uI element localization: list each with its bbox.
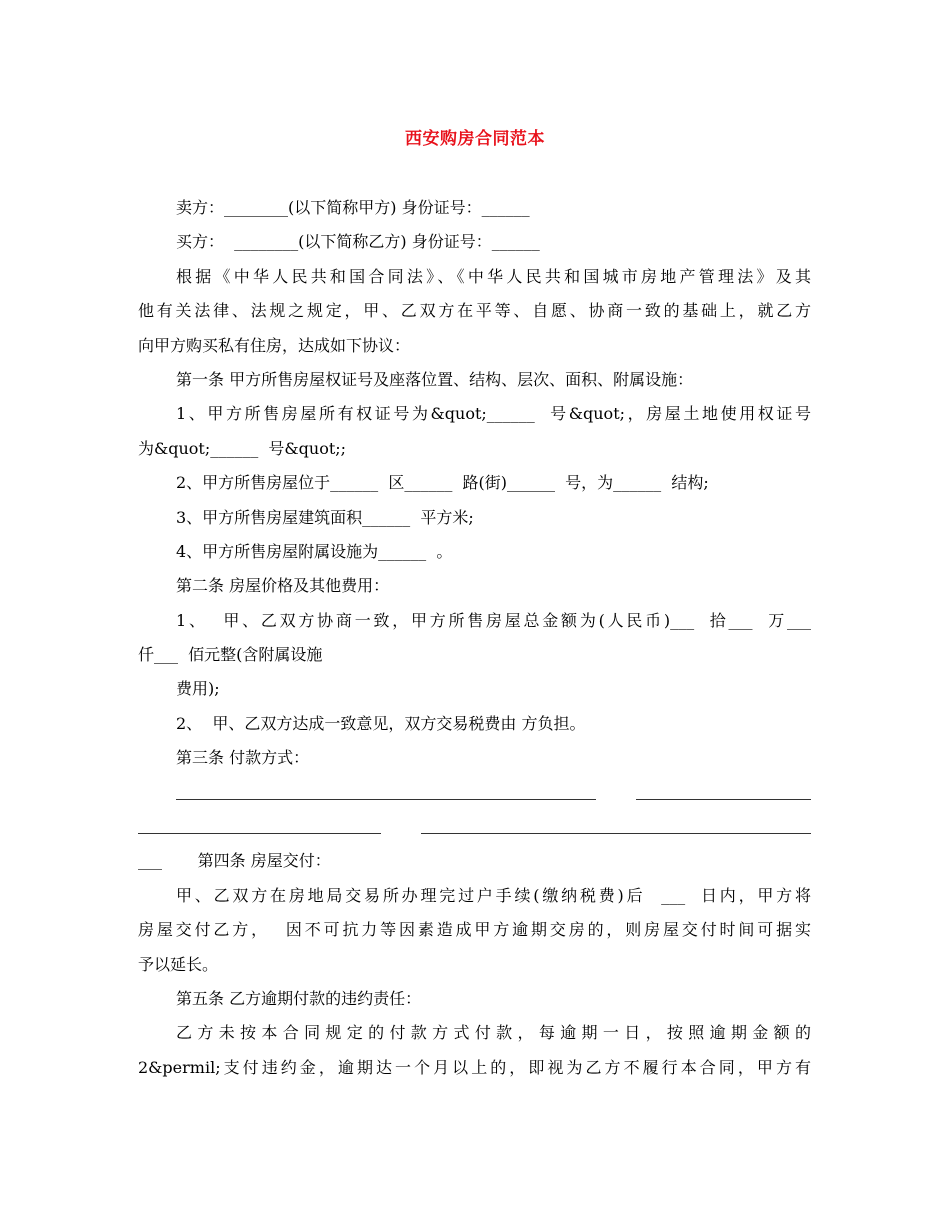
article-5-text-1: 乙方未按本合同规定的付款方式付款，每逾期一日，按照逾期金额的: [176, 1023, 811, 1043]
article-5-text-2: 2&permil;支付违约金，逾期达一个月以上的，即视为乙方不履行本合同，甲方有: [138, 1057, 811, 1077]
document-body: [138, 191, 811, 1085]
article-3-heading: 第三条 付款方式：: [176, 748, 310, 768]
payment-blank-row-1: [138, 776, 811, 810]
article-1-item-1: 1、甲方所售房屋所有权证号为&quot;______ 号&quot;，房屋土地使用权证号: [176, 404, 811, 424]
payment-blank-line: [421, 833, 811, 834]
article-1-item-2: 2、甲方所售房屋位于______ 区______ 路(街)______ 号，为______ 结构;: [176, 473, 709, 493]
article-5-heading: 第五条 乙方逾期付款的违约责任：: [176, 988, 422, 1008]
article-4-text-2: 房屋交付乙方， 因不可抗力等因素造成甲方逾期交房的，则房屋交付时间可据实: [138, 920, 811, 940]
article-2-item-1-end: 费用);: [176, 679, 220, 699]
article-4-text-1: 甲、乙双方在房地局交易所办理完过户手续(缴纳税费)后 ___ 日内，甲方将: [176, 885, 811, 905]
article-1-item-1-cont: 为&quot;______ 号&quot;;: [138, 438, 347, 458]
payment-blank-line: [176, 799, 596, 800]
buyer-line: 买方： ________(以下简称乙方) 身份证号：______: [176, 232, 540, 252]
article-4-text-3: 予以延长。: [138, 954, 219, 974]
article-1-heading: 第一条 甲方所售房屋权证号及座落位置、结构、层次、面积、附属设施：: [176, 369, 694, 389]
preamble-line-3: 向甲方购买私有住房，达成如下协议：: [138, 335, 411, 355]
article-2-heading: 第二条 房屋价格及其他费用：: [176, 576, 390, 596]
article-1-item-3: 3、甲方所售房屋建筑面积______ 平方米;: [176, 507, 474, 527]
preamble-line-2: 他有关法律、法规之规定，甲、乙双方在平等、自愿、协商一致的基础上，就乙方: [138, 301, 811, 321]
payment-blank-row-2: [138, 810, 811, 844]
payment-blank-line: [636, 799, 811, 800]
article-2-item-2: 2、 甲、乙双方达成一致意见，双方交易税费由 方负担。: [176, 713, 586, 733]
article-2-item-1-cont: 仟___ 佰元整(含附属设施: [138, 645, 323, 665]
article-2-item-1: 1、 甲、乙双方协商一致，甲方所售房屋总金额为(人民币)___ 拾___ 万___: [176, 610, 811, 630]
seller-line: 卖方：________(以下简称甲方) 身份证号：______: [176, 198, 530, 217]
document-title: 西安购房合同范本: [405, 129, 545, 149]
article-4-heading: ___ 第四条 房屋交付：: [138, 851, 331, 871]
payment-blank-line: [138, 833, 381, 834]
preamble-line-1: 根据《中华人民共和国合同法》、《中华人民共和国城市房地产管理法》及其: [176, 266, 811, 286]
article-1-item-4: 4、甲方所售房屋附属设施为______ 。: [176, 541, 453, 561]
